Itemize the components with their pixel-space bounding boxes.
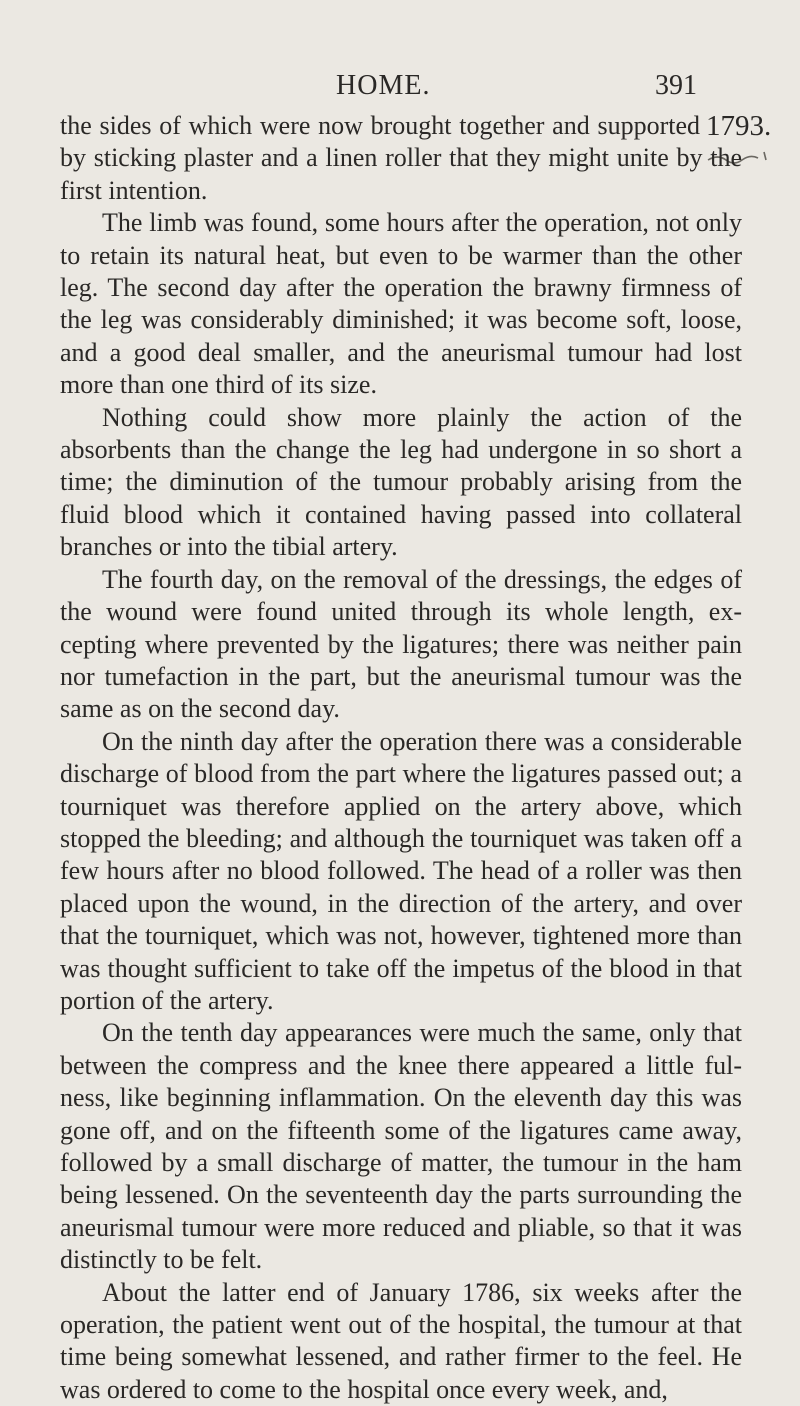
running-title: HOME. xyxy=(336,70,431,101)
margin-year: 1793. xyxy=(706,110,772,142)
paragraph: The limb was found, some hours after the operation, not only to retain its natural heat, but even to be warmer than the other leg. The second day after the operation the brawny firmness of the leg was considerably diminished; it was become soft, loose, and a good deal smaller, and the aneurismal tumour had lost more than one third of its size. xyxy=(60,208,742,400)
running-head xyxy=(0,66,800,110)
paragraph: On the ninth day after the operation there was a considerable discharge of blood from the part where the ligatures passed out; a tourniquet was therefore applied on the artery above, which stopped the bleeding; and although the tourniquet was taken off a few hours after no blood followed. The head of a roller was then placed upon the wound, in the direction of the artery, and over that the tourniquet, which was not, however, tightened more than was thought sufficient to take off the impetus of the blood in that portion of the artery. xyxy=(60,726,742,1015)
page-number: 391 xyxy=(655,70,697,101)
paragraph: The fourth day, on the removal of the dressings, the edges of the wound were found united through its whole length, ex- cepting where prevented by the ligatures; there was neither pain nor tumefaction in the part, but the aneurismal tumour was the same as on the second day. xyxy=(60,564,742,724)
paragraph: On the tenth day appearances were much the same, only that between the compress and the knee there appeared a little ful- ness, like beginning inflammation. On the eleventh day this was gone off, and on the fifteenth some of the ligatures came away, followed by a small discharge of matter, the tumour in the ham being lessened. On the seventeenth day the parts surrounding the aneurismal tumour were more reduced and pliable, so that it was distinctly to be felt. xyxy=(60,1018,742,1275)
page-body xyxy=(60,110,742,1406)
paragraph-continued xyxy=(60,110,742,207)
paragraph: Nothing could show more plainly the action of the absorbents than the change the leg had undergone in so short a time; the diminution of the tumour probably arising from the fluid blood which it contained having passed into collateral branches or into the tibial artery. xyxy=(60,402,742,562)
opening-line: the sides of which were now brought together and supported xyxy=(60,111,700,140)
paragraph: About the latter end of January 1786, six weeks after the operation, the patient went out of the hospital, the tumour at that time being somewhat lessened, and rather firmer to the feel. He was ordered to come to the hospital once every week, and, xyxy=(60,1277,742,1404)
paragraph-text: by sticking plaster and a linen roller that they might unite by the first intention. xyxy=(60,143,742,205)
